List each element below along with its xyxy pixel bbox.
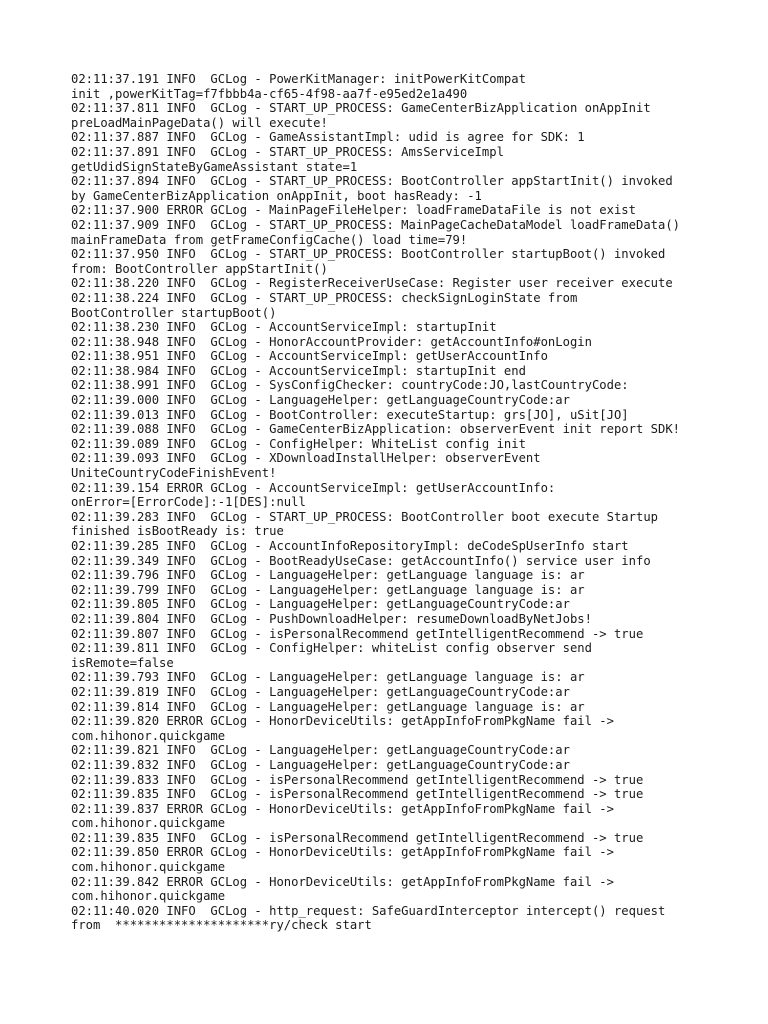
log-line: 02:11:38.224 INFO GCLog - START_UP_PROCESS: checkSignLoginState from	[71, 290, 578, 305]
log-line: 02:11:39.833 INFO GCLog - isPersonalRecommend getIntelligentRecommend -> true	[71, 772, 644, 787]
log-line: 02:11:39.088 INFO GCLog - GameCenterBizApplication: observerEvent init report SDK!	[71, 422, 681, 437]
log-line: 02:11:38.991 INFO GCLog - SysConfigChecker: countryCode:JO,lastCountryCode:	[71, 378, 629, 393]
log-line: 02:11:39.814 INFO GCLog - LanguageHelper: getLanguage language is: ar	[71, 699, 585, 714]
log-line: 02:11:38.951 INFO GCLog - AccountServiceImpl: getUserAccountInfo	[71, 349, 548, 364]
log-line: 02:11:39.805 INFO GCLog - LanguageHelper: getLanguageCountryCode:ar	[71, 597, 570, 612]
log-line: 02:11:37.909 INFO GCLog - START_UP_PROCESS: MainPageCacheDataModel loadFrameData()	[71, 217, 681, 232]
log-line: 02:11:39.154 ERROR GCLog - AccountServiceImpl: getUserAccountInfo:	[71, 480, 556, 495]
log-line: 02:11:37.950 INFO GCLog - START_UP_PROCESS: BootController startupBoot() invoked	[71, 247, 666, 262]
log-line: 02:11:39.093 INFO GCLog - XDownloadInstallHelper: observerEvent	[71, 451, 541, 466]
log-line: 02:11:37.887 INFO GCLog - GameAssistantImpl: udid is agree for SDK: 1	[71, 130, 585, 145]
log-line: com.hihonor.quickgame	[71, 728, 226, 743]
log-line: by GameCenterBizApplication onAppInit, boot hasReady: -1	[71, 188, 482, 203]
log-line: from: BootController appStartInit()	[71, 261, 328, 276]
log-line: 02:11:39.821 INFO GCLog - LanguageHelper: getLanguageCountryCode:ar	[71, 743, 570, 758]
log-line: 02:11:37.900 ERROR GCLog - MainPageFileHelper: loadFrameDataFile is not exist	[71, 203, 636, 218]
log-line: BootController startupBoot()	[71, 305, 277, 320]
log-line: 02:11:39.835 INFO GCLog - isPersonalRecommend getIntelligentRecommend -> true	[71, 787, 644, 802]
log-line: init ,powerKitTag=f7fbbb4a-cf65-4f98-aa7f-e95ed2e1a490	[71, 86, 468, 101]
log-line: 02:11:38.948 INFO GCLog - HonorAccountProvider: getAccountInfo#onLogin	[71, 334, 592, 349]
log-line: preLoadMainPageData() will execute!	[71, 115, 328, 130]
log-document	[71, 72, 711, 933]
log-line: com.hihonor.quickgame	[71, 816, 226, 831]
log-line: 02:11:39.804 INFO GCLog - PushDownloadHelper: resumeDownloadByNetJobs!	[71, 611, 592, 626]
log-line: 02:11:38.230 INFO GCLog - AccountServiceImpl: startupInit	[71, 320, 497, 335]
log-line: finished isBootReady is: true	[71, 524, 284, 539]
log-line: 02:11:40.020 INFO GCLog - http_request: SafeGuardInterceptor intercept() request	[71, 903, 666, 918]
log-line: 02:11:38.220 INFO GCLog - RegisterReceiverUseCase: Register user receiver execute	[71, 276, 673, 291]
log-line: 02:11:39.819 INFO GCLog - LanguageHelper: getLanguageCountryCode:ar	[71, 684, 570, 699]
log-line: 02:11:39.285 INFO GCLog - AccountInfoRepositoryImpl: deCodeSpUserInfo start	[71, 539, 629, 553]
log-line: 02:11:39.820 ERROR GCLog - HonorDeviceUtils: getAppInfoFromPkgName fail ->	[71, 714, 614, 729]
log-line: 02:11:39.283 INFO GCLog - START_UP_PROCESS: BootController boot execute Startup	[71, 509, 658, 524]
log-line: 02:11:39.000 INFO GCLog - LanguageHelper: getLanguageCountryCode:ar	[71, 393, 570, 408]
log-line: com.hihonor.quickgame	[71, 889, 226, 904]
log-line: mainFrameData from getFrameConfigCache() load time=79!	[71, 232, 468, 247]
log-line: 02:11:39.835 INFO GCLog - isPersonalRecommend getIntelligentRecommend -> true	[71, 830, 644, 845]
log-line: 02:11:37.811 INFO GCLog - START_UP_PROCESS: GameCenterBizApplication onAppInit	[71, 101, 651, 116]
log-line: 02:11:39.832 INFO GCLog - LanguageHelper: getLanguageCountryCode:ar	[71, 757, 570, 772]
log-line: 02:11:39.842 ERROR GCLog - HonorDeviceUtils: getAppInfoFromPkgName fail ->	[71, 874, 614, 889]
log-line: 02:11:39.837 ERROR GCLog - HonorDeviceUtils: getAppInfoFromPkgName fail ->	[71, 801, 614, 816]
log-line: 02:11:39.349 INFO GCLog - BootReadyUseCase: getAccountInfo() service user info	[71, 553, 651, 568]
log-line: 02:11:39.013 INFO GCLog - BootController: executeStartup: grs[JO], uSit[JO]	[71, 407, 629, 422]
log-line: 02:11:39.807 INFO GCLog - isPersonalRecommend getIntelligentRecommend -> true	[71, 626, 644, 641]
log-line: 02:11:37.891 INFO GCLog - START_UP_PROCESS: AmsServiceImpl	[71, 144, 504, 159]
log-line: isRemote=false	[71, 655, 174, 670]
log-line: UniteCountryCodeFinishEvent!	[71, 466, 277, 481]
log-line: from *********************ry/check start	[71, 918, 372, 933]
log-line: 02:11:39.793 INFO GCLog - LanguageHelper: getLanguage language is: ar	[71, 670, 585, 685]
log-line: 02:11:39.799 INFO GCLog - LanguageHelper: getLanguage language is: ar	[71, 582, 585, 597]
log-line: 02:11:37.191 INFO GCLog - PowerKitManager: initPowerKitCompat	[71, 72, 526, 86]
log-line: 02:11:39.850 ERROR GCLog - HonorDeviceUtils: getAppInfoFromPkgName fail ->	[71, 845, 614, 860]
log-line: onError=[ErrorCode]:-1[DES]:null	[71, 495, 306, 510]
log-line: 02:11:39.089 INFO GCLog - ConfigHelper: WhiteList config init	[71, 436, 526, 451]
log-line: 02:11:39.811 INFO GCLog - ConfigHelper: whiteList config observer send	[71, 641, 592, 656]
log-line: getUdidSignStateByGameAssistant state=1	[71, 159, 358, 174]
log-line: com.hihonor.quickgame	[71, 860, 226, 875]
log-line: 02:11:37.894 INFO GCLog - START_UP_PROCESS: BootController appStartInit() invoked	[71, 174, 673, 189]
log-line: 02:11:38.984 INFO GCLog - AccountServiceImpl: startupInit end	[71, 363, 526, 378]
log-line: 02:11:39.796 INFO GCLog - LanguageHelper: getLanguage language is: ar	[71, 568, 585, 583]
